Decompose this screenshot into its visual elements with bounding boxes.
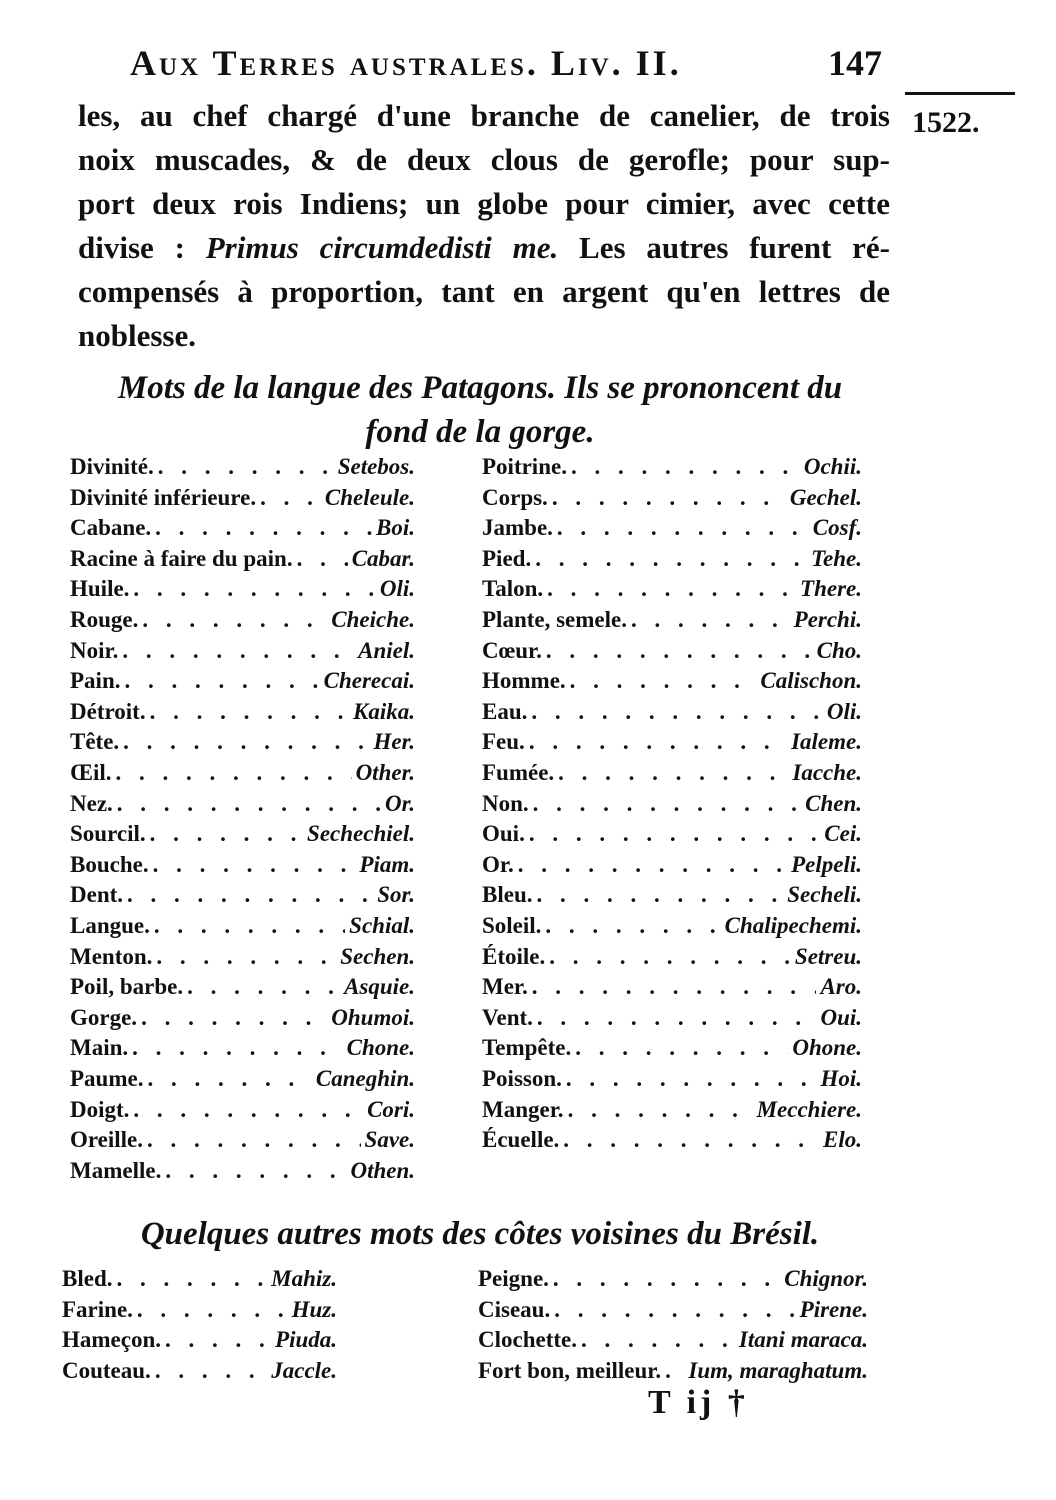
native-word: Sor. — [377, 882, 415, 908]
native-word: Caneghin. — [315, 1066, 415, 1091]
french-word: Manger. — [482, 1096, 564, 1122]
word-entry — [70, 636, 415, 666]
french-word: Huile. — [70, 576, 130, 602]
french-word: Écuelle. — [482, 1127, 560, 1153]
native-word: Setreu. — [794, 943, 862, 969]
word-entry — [478, 1264, 868, 1294]
native-word: Jaccle. — [271, 1357, 337, 1383]
native-word: Sechen. — [340, 943, 415, 969]
native-word: Othen. — [350, 1157, 415, 1183]
native-word: Secheli. — [787, 882, 862, 908]
leader-dots — [154, 911, 345, 941]
leader-dots — [566, 1064, 817, 1094]
french-word: Cœur. — [482, 637, 542, 663]
leader-dots — [535, 544, 807, 574]
leader-dots — [133, 1095, 363, 1125]
word-entry — [478, 1356, 868, 1386]
french-word: Fort bon, meilleur. — [478, 1357, 662, 1383]
word-entry — [70, 513, 415, 543]
word-entry — [70, 1156, 415, 1186]
section1-title-line2: fond de la gorge. — [365, 414, 595, 450]
leader-dots — [122, 636, 354, 666]
leader-dots — [518, 850, 787, 880]
french-word: Talon. — [482, 576, 544, 602]
native-word: Ialeme. — [791, 729, 862, 755]
french-word: Or. — [482, 851, 514, 877]
native-word: Other. — [355, 760, 415, 785]
leader-dots — [260, 483, 321, 513]
native-word: Huz. — [291, 1296, 337, 1322]
french-word: Oreille. — [70, 1127, 144, 1153]
french-word: Détroit. — [70, 698, 146, 724]
native-word: Tehe. — [811, 545, 862, 571]
leader-dots — [124, 666, 319, 696]
french-word: Corps. — [482, 484, 548, 510]
french-word: Doigt. — [70, 1096, 130, 1122]
french-word: Œil. — [70, 760, 112, 785]
native-word: Chalipechemi. — [724, 913, 862, 938]
french-word: Noir. — [70, 637, 119, 663]
french-word: Mamelle. — [70, 1157, 162, 1183]
word-entry — [70, 1033, 415, 1063]
word-entry — [62, 1295, 337, 1325]
native-word: Cei. — [824, 821, 862, 847]
word-entry — [482, 452, 862, 482]
french-word: Poisson. — [482, 1066, 562, 1091]
section1-title — [70, 366, 890, 454]
leader-dots — [117, 789, 381, 819]
french-word: Peigne. — [478, 1266, 549, 1291]
latin-motto: Primus circumdedisti me. — [205, 230, 559, 265]
french-word: Bled. — [62, 1266, 113, 1291]
running-head-title: Aux Terres australes. Liv. II. — [130, 43, 682, 83]
word-entry — [70, 483, 415, 513]
page-number: 147 — [828, 43, 882, 83]
leader-dots — [665, 1356, 684, 1386]
leader-dots — [147, 1125, 361, 1155]
leader-dots — [554, 1295, 795, 1325]
leader-dots — [533, 789, 801, 819]
native-word: Boi. — [376, 515, 415, 541]
word-entry — [482, 666, 862, 696]
native-word: Schial. — [349, 913, 415, 938]
leader-dots — [571, 452, 800, 482]
french-word: Soleil. — [482, 913, 542, 938]
word-entry — [482, 758, 862, 788]
french-word: Farine. — [62, 1296, 133, 1322]
word-entry — [478, 1295, 868, 1325]
native-word: Ohumoi. — [331, 1004, 415, 1030]
french-word: Cabane. — [70, 515, 152, 541]
running-head — [130, 42, 890, 84]
native-word: Ochii. — [803, 454, 862, 479]
french-word: Non. — [482, 790, 529, 816]
native-word: Pelpeli. — [791, 851, 862, 877]
native-word: Elo. — [823, 1127, 862, 1153]
word-entry — [70, 819, 415, 849]
leader-dots — [137, 1295, 288, 1325]
word-entry — [478, 1325, 868, 1355]
leader-dots — [536, 880, 783, 910]
native-word: Cosf. — [812, 515, 862, 541]
leader-dots — [553, 1264, 780, 1294]
french-word: Gorge. — [70, 1004, 138, 1030]
native-word: Cherecai. — [323, 668, 415, 694]
word-entry — [62, 1264, 337, 1294]
leader-dots — [153, 850, 356, 880]
word-entry — [70, 1003, 415, 1033]
native-word: Ohone. — [792, 1035, 862, 1061]
leader-dots — [133, 574, 375, 604]
french-word: Nez. — [70, 790, 113, 816]
paragraph-line: noblesse. — [78, 318, 196, 353]
native-word: Calischon. — [760, 668, 862, 694]
native-word: Ium, maraghatum. — [688, 1357, 868, 1383]
native-word: Oui. — [820, 1004, 862, 1030]
leader-dots — [575, 1033, 788, 1063]
native-word: Pirene. — [799, 1296, 868, 1322]
native-word: Cheleule. — [324, 484, 415, 510]
paragraph-line: noix muscades, & de deux clous de gerofle; pour sup- — [78, 142, 890, 177]
french-word: Poitrine. — [482, 454, 567, 479]
french-word: Étoile. — [482, 943, 546, 969]
word-entry — [70, 605, 415, 635]
leader-dots — [529, 819, 820, 849]
native-word: Setebos. — [337, 454, 415, 479]
word-entry — [62, 1325, 337, 1355]
section2-title — [70, 1212, 890, 1256]
french-word: Racine à faire du pain. — [70, 545, 293, 571]
leader-dots — [549, 942, 791, 972]
paragraph-line: compensés à proportion, tant en argent qu'en lettres de — [78, 274, 890, 309]
native-word: Cori. — [367, 1096, 415, 1122]
french-word: Bleu. — [482, 882, 533, 908]
word-entry — [482, 880, 862, 910]
native-word: Aro. — [820, 974, 862, 1000]
native-word: Hoi. — [820, 1066, 862, 1091]
leader-dots — [127, 880, 373, 910]
word-entry — [482, 1033, 862, 1063]
word-entry — [70, 789, 415, 819]
native-word: Gechel. — [789, 484, 862, 510]
leader-dots — [116, 1264, 267, 1294]
paragraph-line: les, au chef chargé d'une branche de canelier, de trois — [78, 98, 890, 133]
native-word: Oli. — [826, 698, 862, 724]
word-entry — [70, 880, 415, 910]
body-paragraph — [78, 94, 890, 358]
paragraph-segment: divise : — [78, 230, 206, 265]
word-entry — [482, 789, 862, 819]
word-entry — [70, 697, 415, 727]
french-word: Rouge. — [70, 607, 139, 632]
french-word: Menton. — [70, 943, 153, 969]
native-word: Cabar. — [351, 545, 415, 571]
french-word: Tête. — [70, 729, 120, 755]
leader-dots — [155, 1356, 267, 1386]
leader-dots — [165, 1325, 271, 1355]
french-word: Feu. — [482, 729, 525, 755]
french-word: Pain. — [70, 668, 121, 694]
native-word: There. — [800, 576, 862, 602]
word-entry — [70, 452, 415, 482]
native-word: Itani maraca. — [738, 1327, 868, 1352]
word-entry — [70, 727, 415, 757]
french-word: Main. — [70, 1035, 129, 1061]
french-word: Poil, barbe. — [70, 974, 184, 1000]
native-word: Kaika. — [353, 698, 415, 724]
leader-dots — [545, 911, 720, 941]
leader-dots — [531, 697, 822, 727]
leader-dots — [568, 1095, 753, 1125]
word-entry — [70, 1064, 415, 1094]
paragraph-segment: Les autres furent ré- — [558, 230, 890, 265]
native-word: Perchi. — [793, 607, 862, 632]
word-entry — [482, 972, 862, 1002]
word-entry — [482, 1095, 862, 1125]
native-word: Oli. — [379, 576, 415, 602]
leader-dots — [132, 1033, 342, 1063]
section1-title-line1: Mots de la langue des Patagons. Ils se prononcent du — [117, 370, 843, 406]
word-entry — [70, 972, 415, 1002]
paragraph-line — [78, 226, 890, 270]
leader-dots — [155, 513, 372, 543]
french-word: Sourcil. — [70, 821, 146, 847]
leader-dots — [557, 513, 809, 543]
french-word: Fumée. — [482, 760, 555, 785]
native-word: Chignor. — [784, 1266, 868, 1291]
word-entry — [482, 636, 862, 666]
leader-dots — [165, 1156, 346, 1186]
leader-dots — [156, 942, 336, 972]
word-entry — [482, 942, 862, 972]
native-word: Mahiz. — [271, 1266, 337, 1291]
french-word: Couteau. — [62, 1357, 151, 1383]
french-word: Eau. — [482, 698, 528, 724]
native-word: Cheiche. — [331, 607, 415, 632]
native-word: Chone. — [346, 1035, 415, 1061]
native-word: Asquie. — [344, 974, 415, 1000]
word-entry — [70, 758, 415, 788]
leader-dots — [563, 1125, 819, 1155]
word-entry — [70, 1095, 415, 1125]
french-word: Divinité. — [70, 454, 154, 479]
word-entry — [482, 697, 862, 727]
word-entry — [482, 483, 862, 513]
paragraph-line: port deux rois Indiens; un globe pour cimier, avec cette — [78, 186, 890, 221]
margin-year-note: 1522. — [912, 106, 980, 139]
leader-dots — [570, 666, 757, 696]
leader-dots — [537, 1003, 817, 1033]
french-word: Bouche. — [70, 851, 149, 877]
native-word: Chen. — [805, 790, 862, 816]
native-word: Mecchiere. — [756, 1096, 862, 1122]
section2-title-line: Quelques autres mots des côtes voisines du Brésil. — [140, 1216, 820, 1252]
french-word: Paume. — [70, 1066, 144, 1091]
signature-mark: T ij † — [648, 1384, 749, 1421]
leader-dots — [142, 605, 327, 635]
leader-dots — [558, 758, 788, 788]
french-word: Oui. — [482, 821, 525, 847]
french-word: Jambe. — [482, 515, 553, 541]
french-word: Ciseau. — [478, 1296, 551, 1322]
french-word: Hameçon. — [62, 1327, 162, 1352]
native-word: Cho. — [816, 637, 862, 663]
french-word: Homme. — [482, 668, 566, 694]
word-entry — [70, 666, 415, 696]
word-entry — [482, 544, 862, 574]
leader-dots — [187, 972, 340, 1002]
leader-dots — [532, 972, 817, 1002]
leader-dots — [116, 758, 352, 788]
leader-dots — [631, 605, 790, 635]
word-entry — [482, 850, 862, 880]
word-entry — [482, 1064, 862, 1094]
leader-dots — [581, 1325, 735, 1355]
french-word: Tempête. — [482, 1035, 572, 1061]
native-word: Aniel. — [358, 637, 415, 663]
word-entry — [70, 942, 415, 972]
word-entry — [62, 1356, 337, 1386]
native-word: Piam. — [359, 851, 415, 877]
word-entry — [482, 727, 862, 757]
word-entry — [70, 850, 415, 880]
word-entry — [482, 819, 862, 849]
native-word: Sechechiel. — [307, 821, 415, 847]
word-entry — [482, 911, 862, 941]
leader-dots — [297, 544, 348, 574]
word-entry — [70, 1125, 415, 1155]
french-word: Langue. — [70, 913, 150, 938]
word-entry — [482, 574, 862, 604]
word-entry — [70, 544, 415, 574]
leader-dots — [141, 1003, 327, 1033]
leader-dots — [123, 727, 369, 757]
native-word: Save. — [364, 1127, 415, 1153]
word-entry — [70, 574, 415, 604]
native-word: Iacche. — [792, 760, 862, 785]
french-word: Pied. — [482, 545, 532, 571]
native-word: Her. — [373, 729, 415, 755]
native-word: Or. — [384, 790, 415, 816]
leader-dots — [158, 452, 334, 482]
leader-dots — [150, 819, 303, 849]
french-word: Divinité inférieure. — [70, 484, 257, 510]
leader-dots — [547, 574, 796, 604]
leader-dots — [546, 636, 813, 666]
word-entry — [70, 911, 415, 941]
leader-dots — [150, 697, 349, 727]
word-entry — [482, 605, 862, 635]
french-word: Mer. — [482, 974, 528, 1000]
leader-dots — [529, 727, 787, 757]
word-entry — [482, 513, 862, 543]
leader-dots — [552, 483, 786, 513]
french-word: Plante, semele. — [482, 607, 627, 632]
french-word: Dent. — [70, 882, 124, 908]
word-entry — [482, 1003, 862, 1033]
native-word: Piuda. — [275, 1327, 337, 1352]
french-word: Vent. — [482, 1004, 533, 1030]
word-entry — [482, 1125, 862, 1155]
french-word: Clochette. — [478, 1327, 577, 1352]
head-rule — [905, 92, 1015, 95]
leader-dots — [147, 1064, 311, 1094]
